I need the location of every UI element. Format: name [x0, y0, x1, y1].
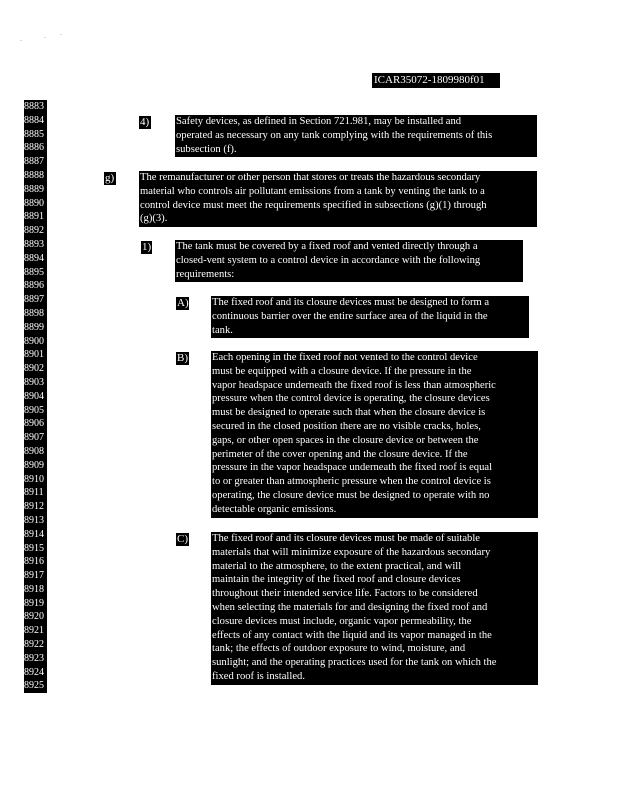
text-line: tank. — [212, 324, 233, 336]
text-line: when selecting the materials for and designing the fixed roof and — [212, 601, 488, 613]
line-number: 8891 — [24, 211, 44, 223]
line-number: 8888 — [24, 169, 44, 181]
section-text-1 — [175, 240, 523, 282]
text-line: must be equipped with a closure device. If the pressure in the — [212, 365, 472, 377]
line-number: 8893 — [24, 238, 44, 250]
line-number: 8897 — [24, 294, 44, 306]
line-number: 8902 — [24, 363, 44, 375]
line-number: 8923 — [24, 652, 44, 664]
section-text-4 — [175, 115, 537, 157]
line-number: 8921 — [24, 625, 44, 637]
text-line: continuous barrier over the entire surface area of the liquid in the — [212, 310, 488, 322]
scan-speck — [44, 37, 46, 38]
text-line: sunlight; and the operating practices used for the tank on which the — [212, 657, 497, 669]
section-text-C — [211, 532, 538, 685]
line-number: 8901 — [24, 349, 44, 361]
line-number: 8913 — [24, 514, 44, 526]
text-line: Each opening in the fixed roof not vented to the control device — [212, 352, 478, 363]
text-line: maintain the integrity of the fixed roof and closure devices — [212, 574, 461, 586]
line-number: 8890 — [24, 197, 44, 209]
text-line: perimeter of the cover opening and the closure device. If the — [212, 448, 468, 460]
text-line: effects of any contact with the liquid and its vapor managed in the — [212, 629, 492, 641]
document-id: ICAR35072-1809980f01 — [372, 73, 500, 88]
section-marker-B: B) — [177, 352, 188, 364]
text-line: The remanufacturer or other person that stores or treats the hazardous secondary — [140, 172, 481, 183]
line-number: 8910 — [24, 473, 44, 485]
text-line: operating, the closure device must be designed to operate with no — [212, 489, 490, 501]
text-line: The fixed roof and its closure devices must be made of suitable — [212, 533, 480, 544]
line-number: 8919 — [24, 597, 44, 609]
section-marker-g: g) — [105, 172, 115, 184]
section-marker-C: C) — [177, 533, 188, 545]
line-number: 8896 — [24, 280, 44, 292]
text-line: fixed roof is installed. — [212, 670, 305, 682]
line-number: 8889 — [24, 183, 44, 195]
text-line: to or greater than atmospheric pressure when the control device is — [212, 476, 491, 488]
text-line: tank; the effects of outdoor exposure to wind, moisture, and — [212, 643, 466, 655]
line-number: 8909 — [24, 459, 44, 471]
line-numbers — [24, 100, 47, 693]
line-number: 8907 — [24, 432, 44, 444]
scan-speck — [20, 40, 22, 41]
line-number: 8899 — [24, 321, 44, 333]
text-line: subsection (f). — [176, 143, 237, 155]
line-number: 8906 — [24, 418, 44, 430]
line-number: 8900 — [24, 335, 44, 347]
section-text-B — [211, 351, 538, 518]
line-number: 8885 — [24, 128, 44, 140]
line-number: 8904 — [24, 390, 44, 402]
text-line: vapor headspace underneath the fixed roof is less than atmospheric — [212, 379, 496, 391]
line-number: 8895 — [24, 266, 44, 278]
text-line: pressure in the vapor headspace underneath the fixed roof is equal — [212, 462, 493, 474]
section-marker-A: A) — [177, 297, 189, 309]
text-line: gaps, or other open spaces in the closure device or between the — [212, 434, 479, 446]
text-line: detectable organic emissions. — [212, 503, 337, 515]
line-number: 8903 — [24, 376, 44, 388]
text-line: pressure when the control device is operating, the closure devices — [212, 393, 490, 405]
line-number: 8915 — [24, 542, 44, 554]
line-number: 8924 — [24, 666, 44, 678]
text-line: material who controls air pollutant emissions from a tank by venting the tank to a — [140, 185, 485, 197]
text-line: throughout their intended service life. Factors to be considered — [212, 588, 478, 600]
line-number: 8898 — [24, 307, 44, 319]
line-number: 8925 — [24, 680, 44, 692]
line-number: 8892 — [24, 225, 44, 237]
text-line: materials that will minimize exposure of the hazardous secondary — [212, 546, 491, 558]
text-line: must be designed to operate such that when the closure device is — [212, 407, 486, 419]
line-number: 8911 — [24, 487, 44, 499]
text-line: Safety devices, as defined in Section 721.981, may be installed and — [176, 116, 462, 127]
text-line: operated as necessary on any tank complying with the requirements of this — [176, 129, 493, 141]
line-number: 8894 — [24, 252, 44, 264]
text-line: closure devices must include, organic vapor permeability, the — [212, 615, 472, 627]
line-number: 8916 — [24, 556, 44, 568]
line-number: 8912 — [24, 501, 44, 513]
text-line: (g)(3). — [140, 213, 168, 225]
line-number: 8914 — [24, 528, 44, 540]
line-number: 8908 — [24, 445, 44, 457]
text-line: The tank must be covered by a fixed roof and vented directly through a — [176, 241, 478, 252]
section-text-g — [139, 171, 537, 227]
line-number: 8920 — [24, 611, 44, 623]
text-line: closed-vent system to a control device in accordance with the following — [176, 254, 481, 266]
text-line: secured in the closed position there are no visible cracks, holes, — [212, 420, 481, 432]
line-number: 8883 — [24, 101, 44, 112]
line-number: 8917 — [24, 570, 44, 582]
text-line: material to the atmosphere, to the extent practical, and will — [212, 560, 462, 572]
section-marker-1: 1) — [142, 241, 152, 253]
scan-speck — [60, 34, 62, 35]
section-marker-4: 4) — [140, 116, 150, 128]
line-number: 8887 — [24, 156, 44, 168]
text-line: control device must meet the requirements specified in subsections (g)(1) through — [140, 199, 487, 211]
section-text-A — [211, 296, 529, 338]
line-number: 8905 — [24, 404, 44, 416]
line-number: 8922 — [24, 639, 44, 651]
line-number: 8886 — [24, 142, 44, 154]
line-number: 8884 — [24, 114, 44, 126]
line-number: 8918 — [24, 583, 44, 595]
text-line: The fixed roof and its closure devices must be designed to form a — [212, 297, 490, 308]
text-line: requirements: — [176, 268, 235, 280]
